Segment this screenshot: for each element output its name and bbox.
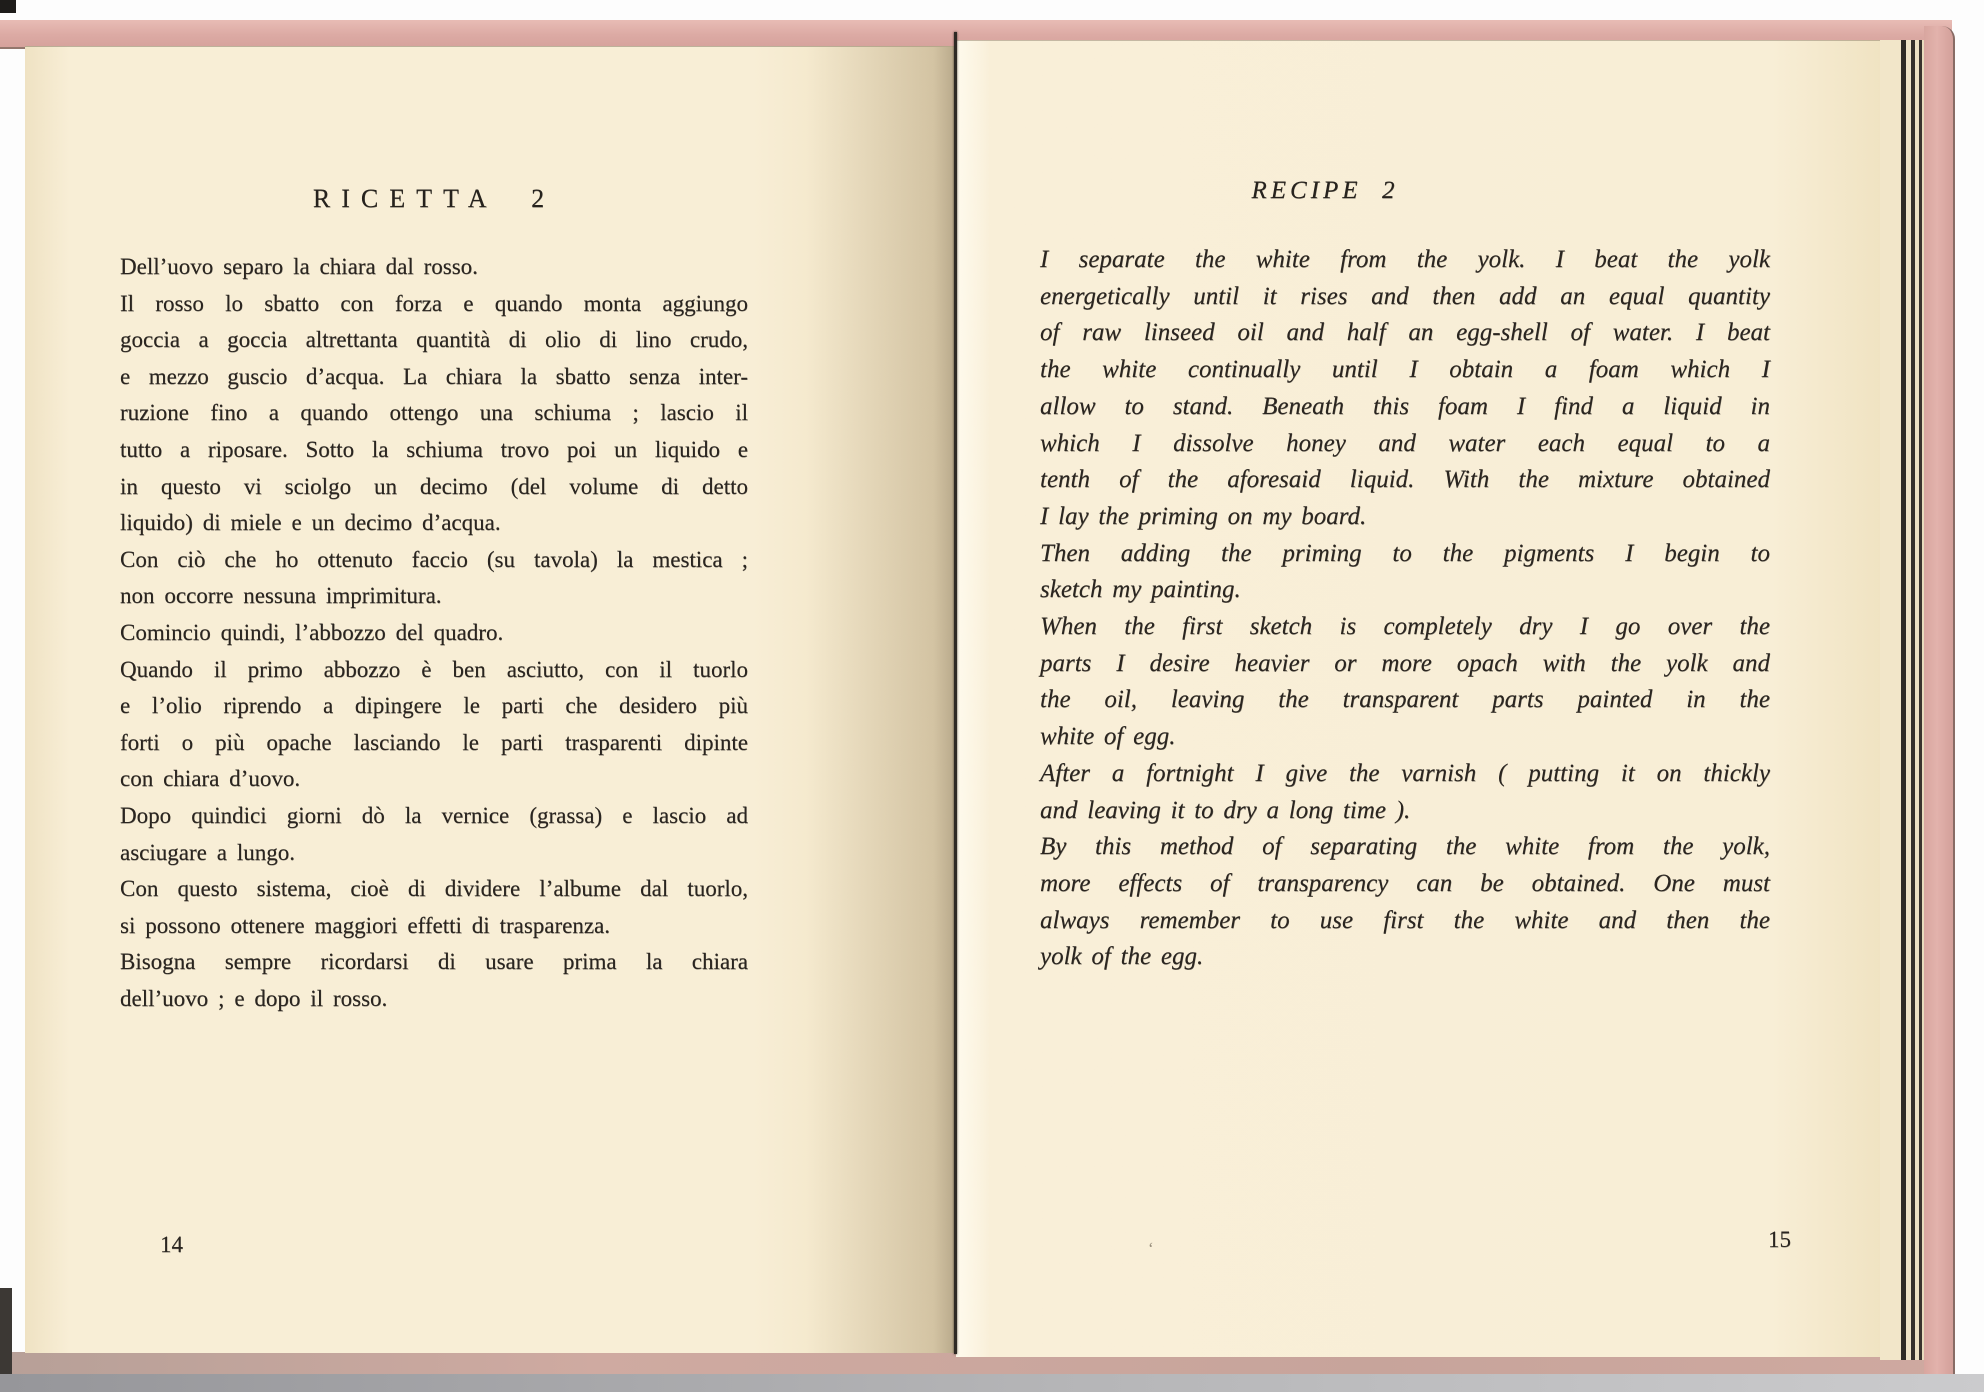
left-page-text <box>120 249 748 1017</box>
scan-shadow-bottom <box>0 1374 1984 1392</box>
text-line: e mezzo guscio d’acqua. La chiara la sbatto senza inter- <box>120 363 748 389</box>
text-line: dell’uovo ; e dopo il rosso. <box>120 985 388 1011</box>
gutter-highlight <box>956 41 990 1357</box>
text-line: parts I desire heavier or more opach with the yolk and <box>1040 649 1770 677</box>
gutter <box>954 32 957 1354</box>
text-line: When the first sketch is completely dry I go over the <box>1040 613 1770 641</box>
text-line: ruzione fino a quando ottengo una schiuma ; lascio il <box>120 400 748 426</box>
right-page-number: 15 <box>1768 1227 1791 1252</box>
text-line: con chiara d’uovo. <box>120 766 301 792</box>
text-line: Comincio quindi, l’abbozzo del quadro. <box>120 619 504 645</box>
right-page <box>956 40 1882 1357</box>
text-line: Dopo quindici giorni dò la vernice (grassa) e lascio ad <box>120 802 748 828</box>
text-line: yolk of the egg. <box>1040 943 1204 971</box>
scan-corner-artifact <box>0 0 16 13</box>
left-page <box>25 46 956 1353</box>
text-line: more effects of transparency can be obtained. One must <box>1040 869 1770 897</box>
text-line: always remember to use first the white and then the <box>1040 906 1770 934</box>
page-block-edges <box>1880 40 1924 1360</box>
text-line: non occorre nessuna imprimitura. <box>120 583 442 609</box>
text-line: energetically until it rises and then add an equal quantity <box>1040 282 1770 310</box>
text-line: sketch my painting. <box>1040 576 1241 604</box>
text-line: the oil, leaving the transparent parts painted in the <box>1040 686 1770 714</box>
text-line: tenth of the aforesaid liquid. With the mixture obtained <box>1040 466 1770 494</box>
text-line: in questo vi sciolgo un decimo (del volume di detto <box>120 473 748 499</box>
text-line: I lay the priming on my board. <box>1040 502 1367 530</box>
text-line: Con questo sistema, cioè di dividere l’albume dal tuorlo, <box>120 876 748 902</box>
text-line: Con ciò che ho ottenuto faccio (su tavola) la mestica ; <box>120 546 748 572</box>
stray-ink-mark: ‘ <box>1148 1239 1154 1258</box>
text-line: which I dissolve honey and water each equal to a <box>1040 429 1770 457</box>
text-line: After a fortnight I give the varnish ( putting it on thickly <box>1040 759 1770 787</box>
text-line: and leaving it to dry a long time ). <box>1040 796 1411 824</box>
text-line: asciugare a lungo. <box>120 839 295 865</box>
text-line: I separate the white from the yolk. I beat the yolk <box>1040 246 1770 273</box>
text-line: si possono ottenere maggiori effetti di trasparenza. <box>120 912 611 938</box>
right-page-text <box>1040 242 1770 976</box>
text-line: e l’olio riprendo a dipingere le parti che desidero più <box>120 693 748 719</box>
gutter-shadow <box>806 47 956 1353</box>
text-line: Bisogna sempre ricordarsi di usare prima la chiara <box>120 949 748 975</box>
text-line: Dell’uovo separo la chiara dal rosso. <box>120 254 478 279</box>
text-line: By this method of separating the white from the yolk, <box>1040 833 1770 861</box>
left-page-title: RICETTA 2 <box>312 184 556 213</box>
text-line: liquido) di miele e un decimo d’acqua. <box>120 510 501 536</box>
text-line: white of egg. <box>1040 723 1176 751</box>
text-line: Then adding the priming to the pigments I begin to <box>1040 539 1770 567</box>
right-page-title: RECIPE 2 <box>1251 177 1399 204</box>
left-page-number: 14 <box>160 1232 183 1257</box>
text-line: Quando il primo abbozzo è ben asciutto, con il tuorlo <box>120 656 748 682</box>
book-cover-right-edge <box>1924 26 1955 1374</box>
text-line: Il rosso lo sbatto con forza e quando monta aggiungo <box>120 290 748 316</box>
scan-corner-strip <box>0 1288 12 1374</box>
text-line: goccia a goccia altrettanta quantità di olio di lino crudo, <box>120 327 748 353</box>
text-line: forti o più opache lasciando le parti trasparenti dipinte <box>120 729 748 755</box>
text-line: the white continually until I obtain a foam which I <box>1040 356 1770 384</box>
text-line: of raw linseed oil and half an egg-shell of water. I beat <box>1040 319 1770 347</box>
text-line: tutto a riposare. Sotto la schiuma trovo poi un liquido e <box>120 436 748 462</box>
text-line: allow to stand. Beneath this foam I find a liquid in <box>1040 392 1770 420</box>
